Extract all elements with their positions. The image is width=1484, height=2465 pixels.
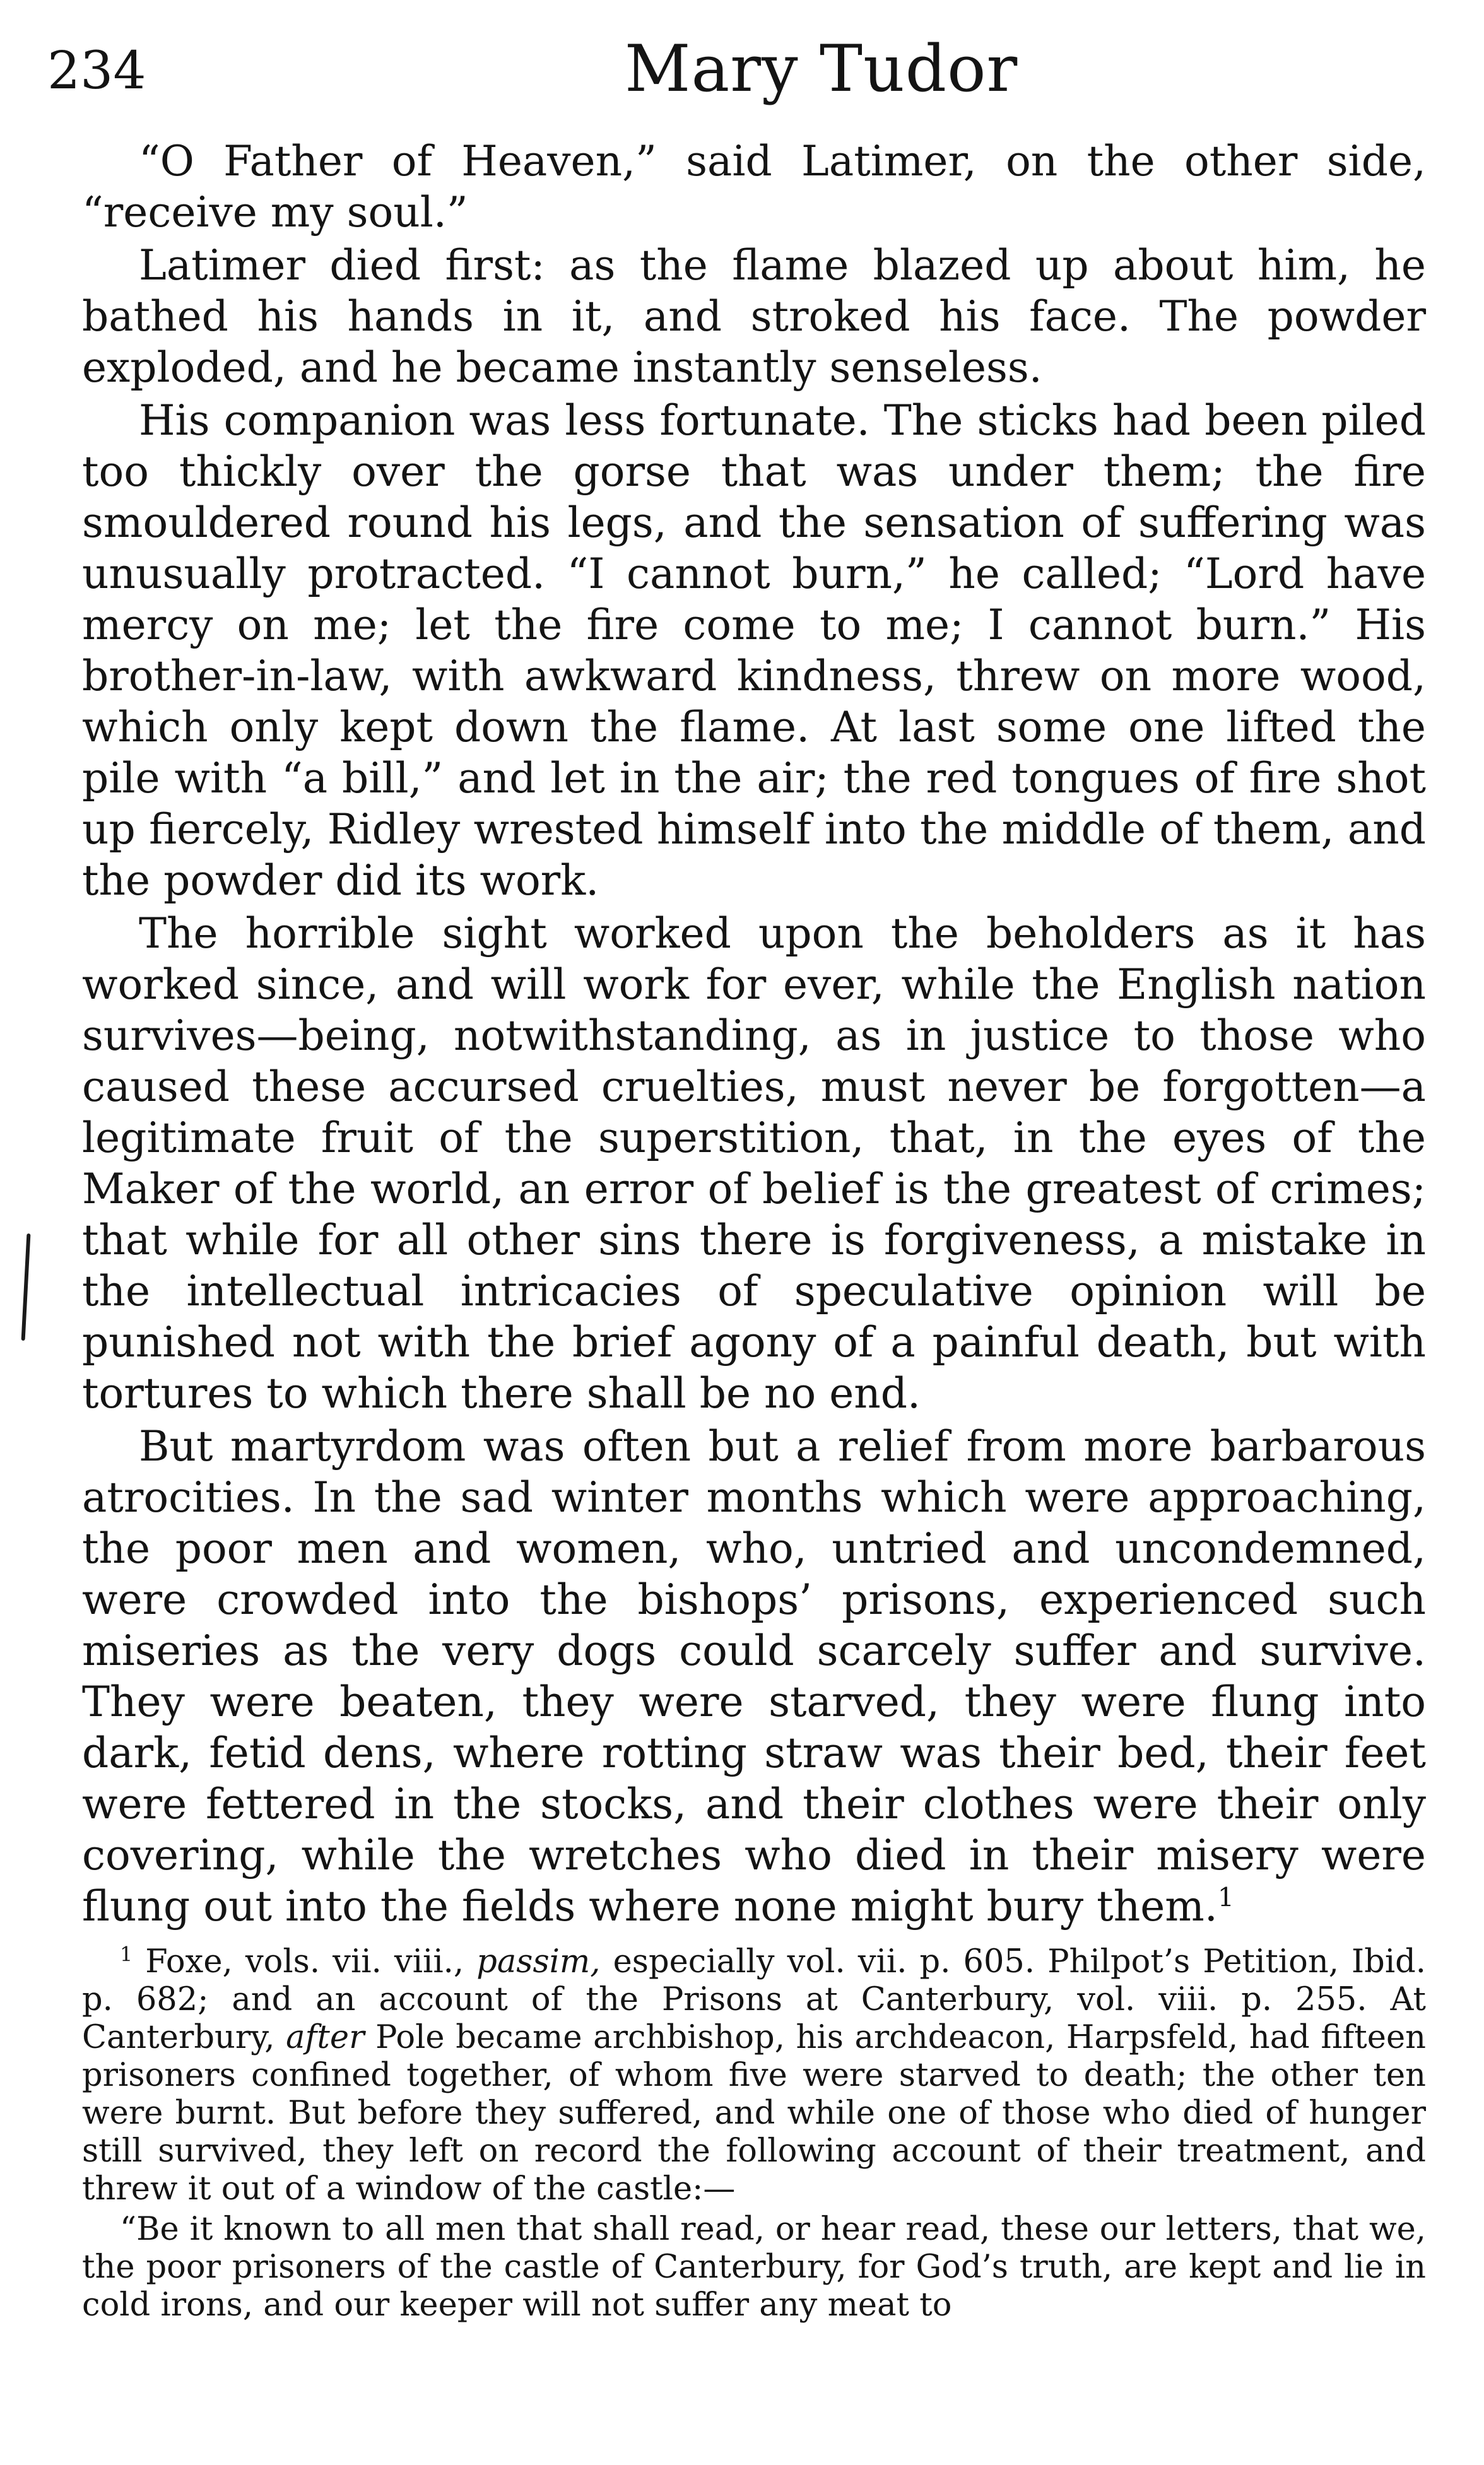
footnote-italic-after: after xyxy=(286,2019,365,2056)
footnote-1 xyxy=(82,1943,1426,2208)
footnote-reference: 1 xyxy=(1217,1882,1234,1913)
footnote-italic-passim: passim, xyxy=(476,1943,601,1980)
footnote-quote: “Be it known to all men that shall read, or hear read, these our letters, that we, the poor prisoners of the castle of Canterbury, for God’s truth, are kept and lie in cold irons, and our keeper will not suffer any meat to xyxy=(82,2211,1426,2324)
paragraph-latimer-death: Latimer died first: as the flame blazed up about him, he bathed his hands in it, and stroked his face. The powder exploded, and he became instantly senseless. xyxy=(82,241,1426,392)
footnote-text-2: especially vol. vii. p. 605. Philpot’s Petition, Ibid. p. 682; and an account of the Prisons at Canterbury, vol. viii. p. 255. At Canterbury, xyxy=(82,1943,1426,2056)
footnote-marker: 1 xyxy=(120,1943,133,1967)
page-number: 234 xyxy=(47,41,146,101)
footnote-text-1: Foxe, vols. vii. viii., xyxy=(145,1943,464,1980)
paragraph-latimer-prayer: “O Father of Heaven,” said Latimer, on the other side, “receive my soul.” xyxy=(82,137,1426,237)
paragraph-ridley-suffering: His companion was less fortunate. The sticks had been piled too thickly over the gorse that was under them; the fire smouldered round his legs, and the sensation of suffering was unusually protracted. “I cannot burn,” he called; “Lord have mercy on me; let the fire come to me; I cannot burn.” His brother-in-law, with awkward kindness, threw on more wood, which only kept down the flame. At last some one lifted the pile with “a bill,” and let in the air; the red tongues of fire shot up fiercely, Ridley wrested himself into the middle of them, and the powder did its work. xyxy=(82,396,1426,905)
margin-pencil-mark xyxy=(21,1233,31,1341)
running-title: Mary Tudor xyxy=(625,32,1018,107)
footnote-text-3: Pole became archbishop, his archdeacon, Harpsfeld, had fifteen prisoners confined together, of whom five were starved to death; the other ten were burnt. But before they suffered, and while one of those who died of hunger still survived, they left on record the following account of their treatment, and threw it out of a window of the castle:— xyxy=(82,2019,1427,2208)
paragraph-prisons xyxy=(82,1421,1426,1932)
paragraph-prisons-text: But martyrdom was often but a relief from more barbarous atrocities. In the sad winter months which were approaching, the poor men and women, who, untried and uncondemned, were crowded into the bishops’ prisons, experienced such miseries as the very dogs could scarcely suffer and survive. They were beaten, they were starved, they were flung into dark, fetid dens, where rotting straw was their bed, their feet were fettered in the stocks, and their clothes were their only covering, while the wretches who died in their misery were flung out into the fields where none might bury them. xyxy=(82,1422,1426,1931)
paragraph-superstition: The horrible sight worked upon the beholders as it has worked since, and will work for ever, while the English nation survives—being, notwithstanding, as in justice to those who caused these accursed cruelties, must never be forgotten—a legitimate fruit of the superstition, that, in the eyes of the Maker of the world, an error of belief is the greatest of crimes; that while for all other sins there is forgiveness, a mistake in the intellectual intricacies of speculative opinion will be punished not with the brief agony of a painful death, but with tortures to which there shall be no end. xyxy=(82,909,1426,1418)
footnotes xyxy=(82,1943,1426,2327)
page-header xyxy=(47,28,1435,123)
body-text xyxy=(82,136,1426,1934)
